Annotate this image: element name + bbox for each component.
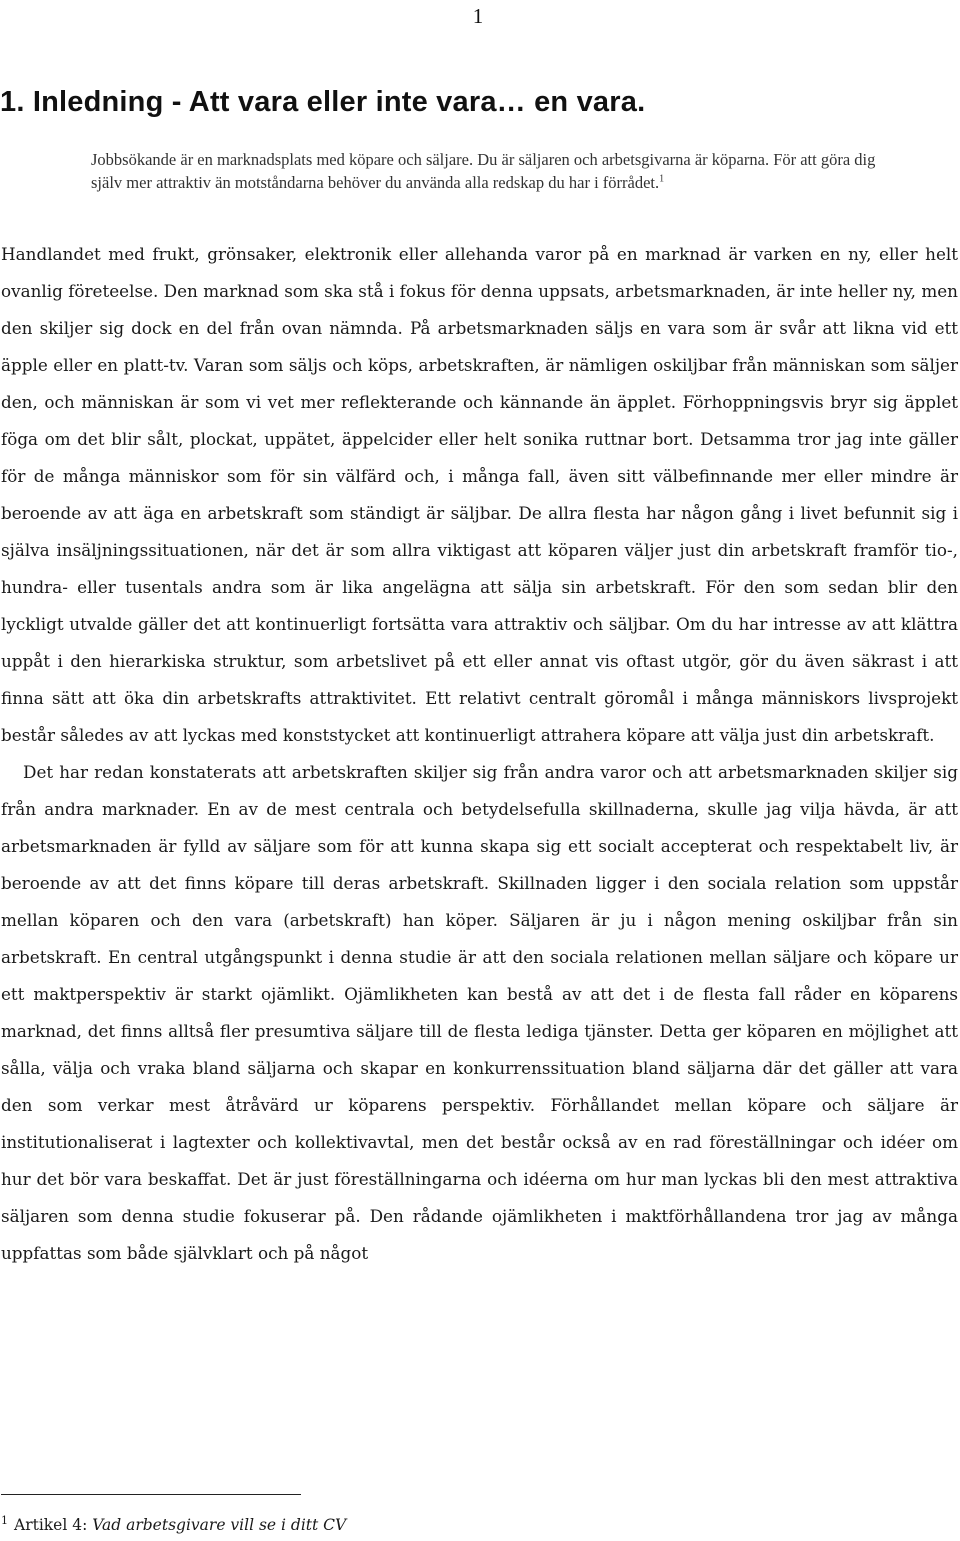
quote-text: Jobbsökande är en marknadsplats med köpare och säljare. Du är säljaren och arbetsgivarna är köparna. För att göra dig själv mer attraktiv än motståndarna behöver du använda alla redskap du har i förrådet.	[91, 150, 876, 192]
section-heading: 1. Inledning - Att vara eller inte vara… en vara.	[0, 86, 646, 118]
footnote-title: Vad arbetsgivare vill se i ditt CV	[92, 1516, 347, 1534]
paragraph-1: Handlandet med frukt, grönsaker, elektronik eller allehanda varor på en marknad är varken en ny, eller helt ovanlig företeelse. Den marknad som ska stå i fokus för denna uppsats, arbetsmarknaden, är inte heller ny, men den skiljer sig dock en del från ovan nämnda. På arbetsmarknaden säljs en vara som är svår att likna vid ett äpple eller en platt-tv. Varan som säljs och köps, arbetskraften, är nämligen oskiljbar från människan som säljer den, och människan är som vi vet mer reflekterande och kännande än äpplet. Förhoppningsvis bryr sig äpplet föga om det blir sålt, plockat, uppätet, äppelcider eller helt sonika ruttnar bort. Detsamma tror jag inte gäller för de många människor som för sin välfärd och, i många fall, även sitt välbefinnande mer eller mindre är beroende av att äga en arbetskraft som ständigt är säljbar. De allra flesta har någon gång i livet befunnit sig i själva insäljningssituationen, när det är som allra viktigast att köparen väljer just din arbetskraft framför tio-, hundra- eller tusentals andra som är lika angelägna att sälja sin arbetskraft. För den som sedan blir den lyckligt utvalde gäller det att kontinuerligt fortsätta vara attraktiv och säljbar. Om du har intresse av att klättra uppåt i den hierarkiska struktur, som arbetslivet på ett eller annat vis oftast utgör, gör du även säkrast i att finna sätt att öka din arbetskrafts attraktivitet. Ett relativt centralt göromål i många människors livsprojekt består således av att lyckas med konststycket att kontinuerligt attrahera köpare att välja just din arbetskraft.	[1, 244, 958, 745]
footnote-mark: 1	[1, 1513, 8, 1527]
footnote-divider	[1, 1494, 301, 1495]
footnote	[1, 1514, 346, 1536]
footnote-prefix: Artikel 4:	[14, 1516, 93, 1534]
footnote-reference: 1	[659, 173, 665, 185]
page-number: 1	[472, 4, 484, 28]
epigraph-quote	[91, 148, 881, 194]
paragraph-2: Det har redan konstaterats att arbetskraften skiljer sig från andra varor och att arbetsmarknaden skiljer sig från andra marknader. En av de mest centrala och betydelsefulla skillnaderna, skulle jag vilja hävda, är att arbetsmarknaden är fylld av säljare som för att kunna skapa sig ett socialt accepterat och respektabelt liv, är beroende av att det finns köpare till deras arbetskraft. Skillnaden ligger i den sociala relation som uppstår mellan köparen och den vara (arbetskraft) han köper. Säljaren är ju i någon mening oskiljbar från sin arbetskraft. En central utgångspunkt i denna studie är att den sociala relationen mellan säljare och köpare ur ett maktperspektiv är starkt ojämlikt. Ojämlikheten kan bestå av att det i de flesta fall råder en köparens marknad, det finns alltså fler presumtiva säljare till de flesta lediga tjänster. Detta ger köparen en möjlighet att sålla, välja och vraka bland säljarna och skapar en konkurrenssituation bland säljarna där det gäller att vara den som verkar mest åtråvärd ur köparens perspektiv. Förhållandet mellan köpare och säljare är institutionaliserat i lagtexter och kollektivavtal, men det består också av en rad föreställningar och idéer om hur det bör vara beskaffat. Det är just föreställningarna och idéerna om hur man lyckas bli den mest attraktiva säljaren som denna studie fokuserar på. Den rådande ojämlikheten i maktförhållandena tror jag av många uppfattas som både självklart och på något	[1, 762, 958, 1263]
body-text	[1, 236, 958, 1272]
